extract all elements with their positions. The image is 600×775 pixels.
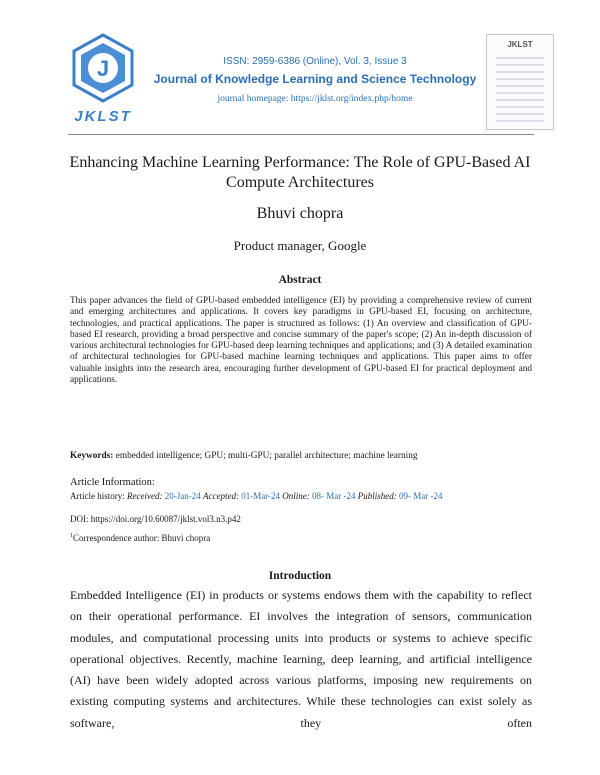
correspondence-text: Correspondence author: Bhuvi chopra [73,533,211,543]
keywords-label: Keywords: [70,451,114,461]
abstract-heading: Abstract [278,274,322,286]
keywords-text: embedded intelligence; GPU; multi-GPU; parallel architecture; machine learning [115,451,418,461]
cover-thumbnail-title: JKLST [507,40,533,49]
paper-author: Bhuvi chopra [256,205,344,222]
history-label: Article history: [70,491,125,501]
correspondence-author [70,533,210,543]
accepted-label: Accepted: [202,491,239,501]
cover-thumbnail-text-lines [496,57,544,127]
online-label: Online: [282,491,310,501]
received-label: Received: [127,491,163,501]
logo-wordmark: JKLST [74,108,132,125]
abstract-text: This paper advances the field of GPU-based embedded intelligence (EI) by providing a comprehensive review of current and emerging architectures and applications. It covers key paradigms in GPU-based EI, focusing on architecture, technologies, and practical applications. The paper is structured as follows: (1) An overview and classification of GPU-based EI research, providing a broad perspective and concise summary of the paper's scope; (2) An in-depth discussion of various architectural technologies for GPU-based deep learning techniques and applications; and (3) A detailed examination of architectural technologies for GPU-based machine learning techniques and applications. This paper aims to offer valuable insights into the research area, encouraging further development of GPU-based EI for practical deployment and applications. [70,296,532,386]
article-info-heading: Article Information: [70,477,155,488]
article-history [70,491,540,501]
received-date: 20-Jan-24 [164,491,201,501]
issn-line: ISSN: 2959-6386 (Online), Vol. 3, Issue 3 [223,56,407,67]
published-date: 09- Mar -24 [399,491,443,501]
online-date: 08- Mar -24 [312,491,356,501]
journal-name[interactable]: Journal of Knowledge Learning and Science Technology [153,72,477,86]
journal-homepage-link[interactable]: journal homepage: https://jklst.org/index.php/home [217,94,413,104]
introduction-text: Embedded Intelligence (EI) in products or systems endows them with the capability to reflect on their operational performance. EI involves the integration of sensors, communication modules, and computational processing units into products or systems to achieve specific operational objectives. Recently, machine learning, deep learning, and artificial intelligence (AI) have been widely adopted across various platforms, imposing new requirements on existing computing systems and architectures. While these technologies can exist solely as software, they often [70,588,532,730]
header-divider [68,134,534,135]
paper-title: Enhancing Machine Learning Performance: The Role of GPU-Based AI Compute Architectures [69,154,531,191]
logo-letter: J [96,56,110,81]
correspondence-marker: 1 [70,533,73,539]
doi-link[interactable]: DOI: https://doi.org/10.60087/jklst.vol3.n3.p42 [70,514,241,524]
accepted-date: 01-Mar-24 [241,491,281,501]
introduction-heading: Introduction [268,570,332,582]
keywords-line [70,451,532,461]
journal-cover-thumbnail [486,34,554,130]
published-label: Published: [357,491,397,501]
author-affiliation: Product manager, Google [233,238,367,253]
